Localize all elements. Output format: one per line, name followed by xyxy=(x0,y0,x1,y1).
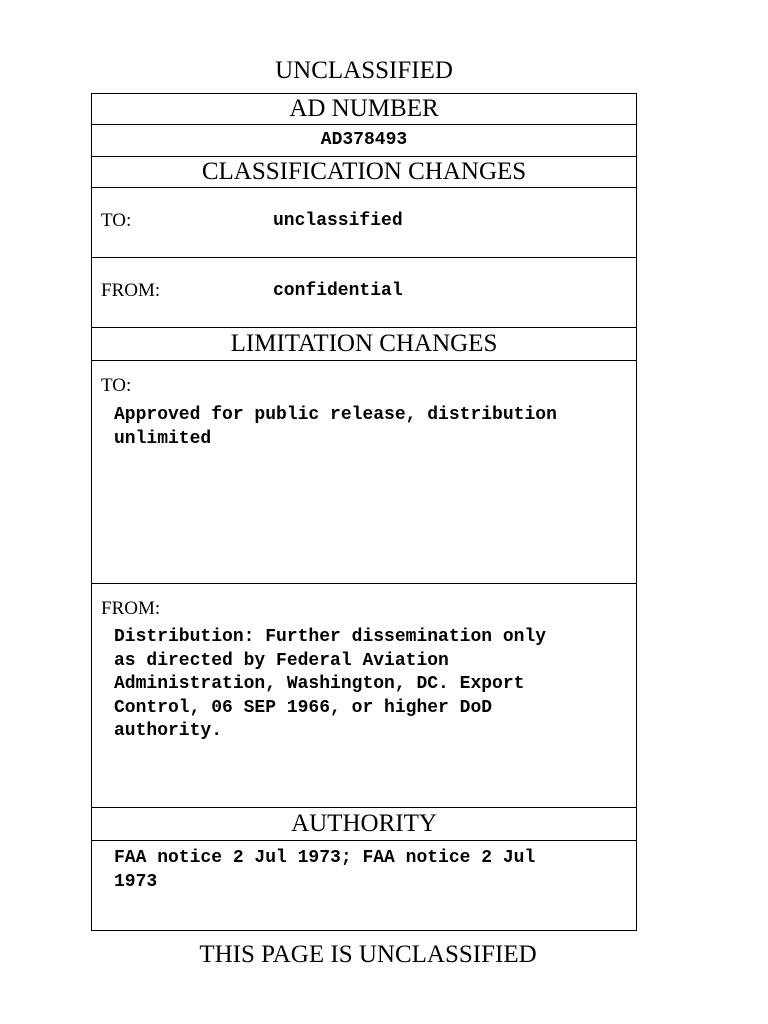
authority-value: FAA notice 2 Jul 1973; FAA notice 2 Jul 1973 xyxy=(114,848,536,892)
authority-heading: AUTHORITY xyxy=(92,807,636,840)
ad-number-heading: AD NUMBER xyxy=(289,95,439,122)
classification-to-row xyxy=(92,187,636,257)
bottom-classification-banner: THIS PAGE IS UNCLASSIFIED xyxy=(199,941,537,968)
classification-from-label: FROM: xyxy=(101,280,161,301)
ad-number-value: AD378493 xyxy=(320,130,408,150)
limitation-changes-heading: LIMITATION CHANGES xyxy=(92,327,636,360)
classification-from-row xyxy=(92,257,636,327)
limitation-from-row xyxy=(92,583,636,807)
ad-number-form xyxy=(91,93,637,931)
top-classification-banner: UNCLASSIFIED xyxy=(275,57,453,84)
classification-changes-heading: CLASSIFICATION CHANGES xyxy=(92,156,636,187)
classification-from-value: confidential xyxy=(273,281,403,301)
limitation-to-value: Approved for public release, distribution unlimited xyxy=(114,405,557,449)
limitation-from-label: FROM: xyxy=(101,598,161,619)
classification-to-label: TO: xyxy=(101,210,132,231)
limitation-from-value: Distribution: Further dissemination only as directed by Federal Aviation Administration, Washington, DC. Export Control, 06 SEP 1966, or higher DoD authority. xyxy=(114,627,547,741)
limitation-to-label: TO: xyxy=(101,375,132,396)
ad-number-row xyxy=(92,124,636,156)
authority-row xyxy=(92,840,636,930)
classification-to-value: unclassified xyxy=(273,211,403,231)
limitation-to-row xyxy=(92,360,636,583)
